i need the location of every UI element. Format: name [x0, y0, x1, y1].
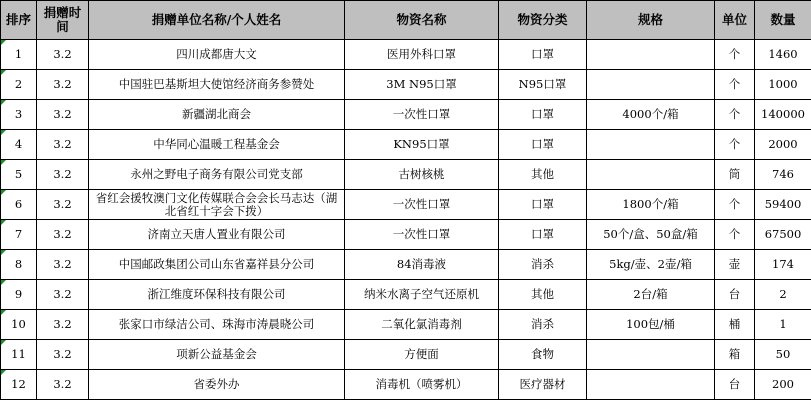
- error-flag-icon: [1, 130, 6, 135]
- cell-qty[interactable]: 50: [755, 340, 811, 370]
- cell-donor[interactable]: 新疆湖北商会: [89, 100, 345, 130]
- header-qty[interactable]: 数量: [755, 1, 811, 40]
- cell-item[interactable]: 二氧化氯消毒剂: [345, 310, 499, 340]
- header-seq[interactable]: 排序: [1, 1, 37, 40]
- cell-spec[interactable]: [587, 40, 715, 70]
- cell-category[interactable]: 消杀: [499, 250, 587, 280]
- cell-category[interactable]: 口罩: [499, 100, 587, 130]
- cell-qty[interactable]: 59400: [755, 190, 811, 220]
- cell-seq[interactable]: 7: [1, 220, 37, 250]
- error-flag-icon: [1, 340, 6, 345]
- cell-seq[interactable]: 1: [1, 40, 37, 70]
- cell-category[interactable]: 口罩: [499, 220, 587, 250]
- cell-date[interactable]: 3.2: [37, 130, 89, 160]
- cell-category[interactable]: 口罩: [499, 40, 587, 70]
- cell-item[interactable]: 84消毒液: [345, 250, 499, 280]
- cell-unit[interactable]: 个: [715, 220, 755, 250]
- error-flag-icon: [1, 160, 6, 165]
- cell-spec[interactable]: [587, 130, 715, 160]
- cell-seq[interactable]: 11: [1, 340, 37, 370]
- cell-unit[interactable]: 筒: [715, 160, 755, 190]
- table-row: [1, 340, 811, 370]
- cell-spec[interactable]: [587, 160, 715, 190]
- cell-unit[interactable]: 个: [715, 130, 755, 160]
- cell-date[interactable]: 3.2: [37, 70, 89, 100]
- cell-unit[interactable]: 个: [715, 70, 755, 100]
- header-date[interactable]: 捐赠时间: [37, 1, 89, 40]
- cell-date[interactable]: 3.2: [37, 340, 89, 370]
- cell-unit[interactable]: 箱: [715, 340, 755, 370]
- cell-spec[interactable]: [587, 370, 715, 400]
- cell-unit[interactable]: 台: [715, 280, 755, 310]
- cell-category[interactable]: 其他: [499, 280, 587, 310]
- cell-unit[interactable]: 台: [715, 370, 755, 400]
- cell-item[interactable]: 方便面: [345, 340, 499, 370]
- cell-date[interactable]: 3.2: [37, 370, 89, 400]
- cell-donor[interactable]: 省红会援牧澳门文化传媒联合会会长马志达（湖北省红十字会下拨）: [89, 190, 345, 220]
- cell-seq[interactable]: 8: [1, 250, 37, 280]
- cell-donor[interactable]: 永州之野电子商务有限公司党支部: [89, 160, 345, 190]
- cell-item[interactable]: 纳米水离子空气还原机: [345, 280, 499, 310]
- error-flag-icon: [1, 100, 6, 105]
- cell-item[interactable]: KN95口罩: [345, 130, 499, 160]
- cell-category[interactable]: 其他: [499, 160, 587, 190]
- cell-item[interactable]: 消毒机（喷雾机）: [345, 370, 499, 400]
- cell-item[interactable]: 3M N95口罩: [345, 70, 499, 100]
- error-flag-icon: [1, 370, 6, 375]
- cell-category[interactable]: 口罩: [499, 190, 587, 220]
- cell-qty[interactable]: 1: [755, 310, 811, 340]
- cell-date[interactable]: 3.2: [37, 40, 89, 70]
- cell-qty[interactable]: 2000: [755, 130, 811, 160]
- cell-qty[interactable]: 2: [755, 280, 811, 310]
- cell-date[interactable]: 3.2: [37, 100, 89, 130]
- cell-seq[interactable]: 12: [1, 370, 37, 400]
- cell-seq[interactable]: 6: [1, 190, 37, 220]
- cell-item[interactable]: 一次性口罩: [345, 220, 499, 250]
- cell-donor[interactable]: 中华同心温暖工程基金会: [89, 130, 345, 160]
- table-row: [1, 130, 811, 160]
- cell-unit[interactable]: 个: [715, 190, 755, 220]
- cell-item[interactable]: 一次性口罩: [345, 190, 499, 220]
- cell-qty[interactable]: 200: [755, 370, 811, 400]
- cell-category[interactable]: 医疗器材: [499, 370, 587, 400]
- cell-date[interactable]: 3.2: [37, 250, 89, 280]
- cell-seq[interactable]: 5: [1, 160, 37, 190]
- cell-spec[interactable]: 2台/箱: [587, 280, 715, 310]
- header-category[interactable]: 物资分类: [499, 1, 587, 40]
- cell-item[interactable]: 医用外科口罩: [345, 40, 499, 70]
- table-body: [1, 40, 811, 400]
- cell-date[interactable]: 3.2: [37, 190, 89, 220]
- header-spec[interactable]: 规格: [587, 1, 715, 40]
- cell-qty[interactable]: 746: [755, 160, 811, 190]
- error-flag-icon: [1, 190, 6, 195]
- header-row: [1, 1, 811, 40]
- cell-seq[interactable]: 10: [1, 310, 37, 340]
- cell-donor[interactable]: 项新公益基金会: [89, 340, 345, 370]
- cell-date[interactable]: 3.2: [37, 160, 89, 190]
- cell-spec[interactable]: 4000个/箱: [587, 100, 715, 130]
- error-flag-icon: [1, 250, 6, 255]
- cell-spec[interactable]: 50个/盒、50盒/箱: [587, 220, 715, 250]
- cell-seq[interactable]: 9: [1, 280, 37, 310]
- cell-seq[interactable]: 3: [1, 100, 37, 130]
- cell-spec[interactable]: [587, 70, 715, 100]
- cell-qty[interactable]: 1000: [755, 70, 811, 100]
- cell-donor[interactable]: 济南立天唐人置业有限公司: [89, 220, 345, 250]
- cell-unit[interactable]: 壶: [715, 250, 755, 280]
- cell-donor[interactable]: 浙江维度环保科技有限公司: [89, 280, 345, 310]
- table-row: [1, 100, 811, 130]
- cell-spec[interactable]: 5kg/壶、2壶/箱: [587, 250, 715, 280]
- cell-qty[interactable]: 1460: [755, 40, 811, 70]
- table-row: [1, 250, 811, 280]
- error-flag-icon: [1, 310, 6, 315]
- cell-donor[interactable]: 省委外办: [89, 370, 345, 400]
- cell-donor[interactable]: 中国驻巴基斯坦大使馆经济商务参赞处: [89, 70, 345, 100]
- error-flag-icon: [1, 40, 6, 45]
- cell-date[interactable]: 3.2: [37, 280, 89, 310]
- cell-spec[interactable]: 1800个/箱: [587, 190, 715, 220]
- table-row: [1, 310, 811, 340]
- cell-item[interactable]: 古树核桃: [345, 160, 499, 190]
- table-row: [1, 40, 811, 70]
- cell-donor[interactable]: 四川成都唐大文: [89, 40, 345, 70]
- cell-item[interactable]: 一次性口罩: [345, 100, 499, 130]
- table-row: [1, 190, 811, 220]
- error-flag-icon: [1, 70, 6, 75]
- cell-seq[interactable]: 2: [1, 70, 37, 100]
- cell-donor[interactable]: 中国邮政集团公司山东省嘉祥县分公司: [89, 250, 345, 280]
- cell-qty[interactable]: 140000: [755, 100, 811, 130]
- cell-date[interactable]: 3.2: [37, 220, 89, 250]
- cell-unit[interactable]: 个: [715, 40, 755, 70]
- cell-date[interactable]: 3.2: [37, 310, 89, 340]
- table-row: [1, 70, 811, 100]
- table-row: [1, 280, 811, 310]
- header-item[interactable]: 物资名称: [345, 1, 499, 40]
- cell-spec[interactable]: [587, 340, 715, 370]
- table-row: [1, 370, 811, 400]
- cell-category[interactable]: 食物: [499, 340, 587, 370]
- cell-seq[interactable]: 4: [1, 130, 37, 160]
- cell-spec[interactable]: 100包/桶: [587, 310, 715, 340]
- cell-category[interactable]: 口罩: [499, 130, 587, 160]
- error-flag-icon: [1, 220, 6, 225]
- cell-qty[interactable]: 67500: [755, 220, 811, 250]
- error-flag-icon: [1, 280, 6, 285]
- cell-category[interactable]: N95口罩: [499, 70, 587, 100]
- cell-unit[interactable]: 桶: [715, 310, 755, 340]
- cell-qty[interactable]: 174: [755, 250, 811, 280]
- header-unit[interactable]: 单位: [715, 1, 755, 40]
- table-row: [1, 220, 811, 250]
- cell-category[interactable]: 消杀: [499, 310, 587, 340]
- cell-unit[interactable]: 个: [715, 100, 755, 130]
- table-row: [1, 160, 811, 190]
- header-donor[interactable]: 捐赠单位名称/个人姓名: [89, 1, 345, 40]
- cell-donor[interactable]: 张家口市绿洁公司、珠海市涛晨晓公司: [89, 310, 345, 340]
